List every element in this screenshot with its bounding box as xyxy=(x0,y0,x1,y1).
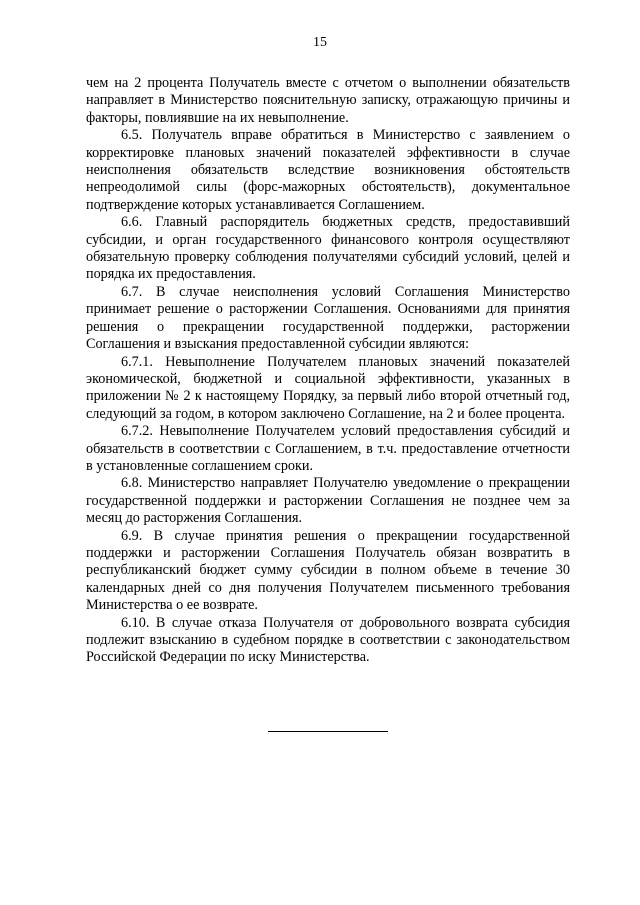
paragraph-6-7-1: 6.7.1. Невыполнение Получателем плановых значений показателей экономической, бюджетной и социальной эффективности, указанных в приложении № 2 к настоящему Порядку, за первый либо второй отчетный год, следующий за годом, в котором заключено Соглашение, на 2 и более процента. xyxy=(86,353,570,422)
paragraph-6-5: 6.5. Получатель вправе обратиться в Министерство с заявлением о корректировке плановых значений показателей эффективности в случае неисполнения обязательств вследствие возникновения обстоятельств непреодолимой силы (форс-мажорных обстоятельств), документальное подтверждение которых устанавливается Соглашением. xyxy=(86,127,570,213)
paragraph-6-6: 6.6. Главный распорядитель бюджетных средств, предоставивший субсидии, и орган государственного финансового контроля осуществляют обязательную проверку соблюдения получателями субсидий условий, целей и порядка их предоставления. xyxy=(86,214,570,283)
paragraph-continuation: чем на 2 процента Получатель вместе с отчетом о выполнении обязательств направляет в Министерство пояснительную записку, отражающую причины и факторы, повлиявшие на их невыполнение. xyxy=(86,75,570,126)
paragraph-6-7-2: 6.7.2. Невыполнение Получателем условий предоставления субсидий и обязательств в соответствии с Соглашением, в т.ч. предоставление отчетности в установленные соглашением сроки. xyxy=(86,423,570,474)
paragraph-6-10: 6.10. В случае отказа Получателя от добровольного возврата субсидия подлежит взысканию в судебном порядке в соответствии с законодательством Российской Федерации по иску Министерства. xyxy=(86,614,570,666)
document-body xyxy=(86,75,570,667)
page-number: 15 xyxy=(313,35,327,50)
paragraph-6-8: 6.8. Министерство направляет Получателю уведомление о прекращении государственной поддержки и расторжении Соглашения не позднее чем за месяц до расторжения Соглашения. xyxy=(86,475,570,527)
end-of-text-divider xyxy=(268,731,388,732)
paragraph-6-9: 6.9. В случае принятия решения о прекращении государственной поддержки и расторжении Соглашения Получатель обязан возвратить в республиканский бюджет сумму субсидии в полном объеме в течение 30 календарных дней со дня получения Получателем письменного требования Министерства о ее возврате. xyxy=(86,527,570,614)
paragraph-6-7: 6.7. В случае неисполнения условий Соглашения Министерство принимает решение о расторжении Соглашения. Основаниями для принятия решения о прекращении государственной поддержки, расторжении Соглашения и взыскания предоставленной субсидии являются: xyxy=(86,283,570,353)
